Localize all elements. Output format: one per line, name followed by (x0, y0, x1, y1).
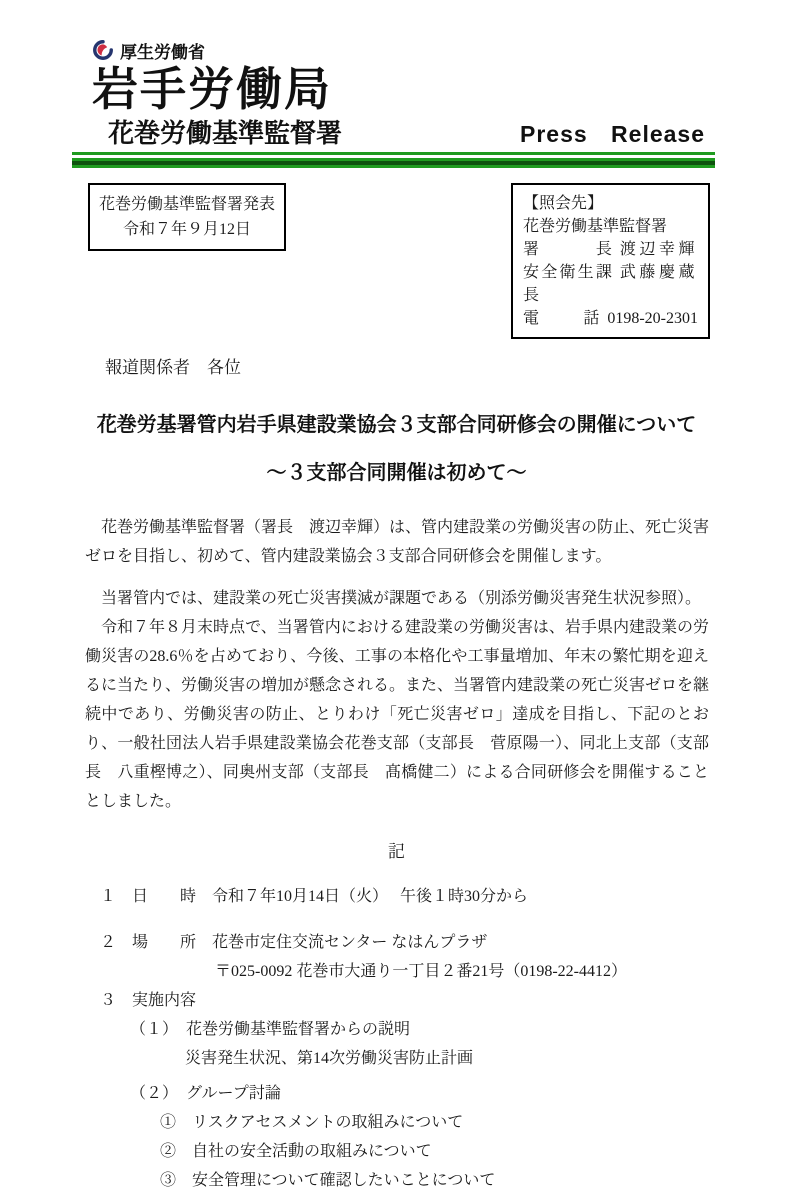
schedule-list (100, 882, 733, 1195)
schedule-discussion-topic-1: ① リスクアセスメントの取組みについて (160, 1114, 464, 1131)
divider-thick-line (72, 158, 715, 168)
paragraph: 花巻労働基準監督署（署長 渡辺幸輝）は、管内建設業の労働災害の防止、死亡災害ゼロを目指し、初めて、管内建設業協会３支部合同研修会を開催します。 (85, 519, 710, 565)
schedule-contents-heading: ３ 実施内容 (100, 992, 197, 1009)
contact-role: 署長 (523, 241, 612, 258)
header-divider (72, 152, 715, 168)
header (0, 0, 793, 148)
contact-row (523, 307, 698, 330)
subhead-row (92, 116, 705, 148)
contact-office: 花巻労働基準監督署 (523, 218, 668, 235)
document-subtitle: ～３支部合同開催は初めて～ (266, 462, 527, 484)
contact-row (523, 238, 698, 261)
ministry-name: 厚生労働省 (120, 42, 205, 62)
bureau-name: 岩手労働局 (92, 63, 332, 115)
body-text (85, 513, 709, 816)
ki-heading: 記 (388, 842, 405, 861)
contact-phone: 0198-20-2301 (607, 310, 698, 327)
announcement-box (88, 183, 286, 251)
contact-value: 武藤慶蔵 (619, 264, 698, 281)
contact-row (523, 261, 698, 307)
schedule-discussion-topic-3: ③ 安全管理について確認したいことについて (160, 1172, 496, 1189)
paragraph: 令和７年８月末時点で、当署管内における建設業の労働災害は、岩手県内建設業の労働災害の28.6％を占めており、今後、工事の本格化や工事量増加、年末の繁忙期を迎えるに当たり、労働災害の増加が懸念される。また、当署管内建設業の死亡災害ゼロを継続中であり、労働災害の防止、とりわけ「死亡災害ゼロ」達成を目指し、下記のとおり、一般社団法人岩手県建設業協会花巻支部（支部長 菅原陽一）、同北上支部（支部長 八重樫博之）、同奥州支部（支部長 髙橋健二）による合同研修会を開催することとしました。 (85, 619, 710, 810)
document-title: 花巻労基署管内岩手県建設業協会３支部合同研修会の開催について (96, 414, 697, 436)
office-name: 花巻労働基準監督署 (108, 118, 343, 148)
contact-value: 渡辺幸輝 (619, 241, 698, 258)
ministry-row (92, 38, 705, 62)
contact-role: 安全衛生課長 (523, 264, 612, 304)
schedule-item-1: （１） 花巻労働基準監督署からの説明 (130, 1021, 411, 1038)
mhlw-logo-icon (92, 39, 114, 61)
paragraph: 当署管内では、建設業の死亡災害撲滅が課題である（別添労働災害発生状況参照）。 (101, 590, 702, 607)
schedule-address: 〒025-0092 花巻市大通り一丁目２番21号（0198-22-4412） (215, 963, 627, 980)
announcement-date: 令和７年９月12日 (122, 221, 251, 238)
schedule-place: ２ 場 所 花巻市定住交流センター なはんプラザ (100, 934, 488, 951)
schedule-discussion-topic-2: ② 自社の安全活動の取組みについて (160, 1143, 432, 1160)
contact-box (511, 183, 710, 339)
schedule-item-1-detail: 災害発生状況、第14次労働災害防止計画 (185, 1050, 474, 1067)
contact-role: 電話 (523, 310, 600, 327)
contact-heading: 【照会先】 (523, 195, 604, 212)
recipient-line: 報道関係者 各位 (105, 358, 241, 377)
announcement-office: 花巻労働基準監督署発表 (98, 196, 275, 213)
info-row (88, 183, 710, 339)
schedule-datetime: １ 日 時 令和７年10月14日（火） 午後１時30分から (100, 888, 529, 905)
press-release-label: Press Release (519, 121, 705, 147)
schedule-item-2: （２） グループ討論 (130, 1085, 281, 1102)
